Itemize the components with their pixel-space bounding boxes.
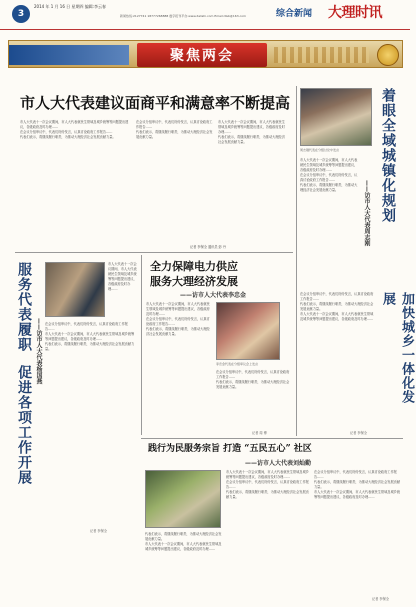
left-article-author: 记者 李保全 — [90, 529, 107, 533]
article-paragraph: 在会议分组审议中，代表们纷纷发言，认真讨论政府工作报告…… — [314, 470, 397, 479]
bottom-article-column-0 — [145, 532, 223, 594]
article-paragraph: 在会议分组审议中，代表们纷纷发言，认真讨论政府工作报告…… — [216, 370, 290, 379]
article-paragraph: 市人大代表十一次会议期间，市人大代表就民生领域及城乡统筹等问题提出建议，各级政府及时办理…… — [145, 542, 222, 551]
article-paragraph: 代表们表示，将继续履行职责，为推动大理经济社会发展贡献力量。 — [216, 380, 290, 389]
mid-article-headline-1: 全力保障电力供应 — [150, 260, 238, 273]
article-paragraph: 代表们表示，将继续履行职责，为推动大理经济社会发展贡献力量。 — [226, 490, 309, 499]
date-line: 2014 年 1 月 16 日 星期四 编辑:李云春 — [34, 4, 107, 9]
mid-article-headline-2: 服务大理经济发展 — [150, 275, 238, 288]
article1-column-3 — [218, 120, 288, 242]
banner-title: 聚焦两会 — [170, 48, 234, 64]
article-paragraph: 代表们表示，将继续履行职责，为推动大理经济社会发展贡献力量。 — [300, 302, 374, 311]
right-article-column — [300, 158, 360, 283]
article1-column-1 — [20, 120, 132, 242]
right-article-subtitle: 加快城乡一体化发展 — [380, 292, 414, 404]
article1-byline: 记者 李保全 通讯员 彭 丹 — [190, 245, 226, 249]
page-number: 3 — [12, 5, 30, 23]
article-paragraph: 市人大代表十一次会议期间，市人大代表就民生领域及城乡统筹等问题提出建议，各级政府及时办理…… — [226, 470, 309, 479]
article-paragraph: 在会议分组审议中，代表们纷纷发言，认真讨论政府工作报告…… — [226, 480, 309, 489]
article1-paragraph: 在会议分组审议中，代表们纷纷发言，认真讨论政府工作报告…… — [136, 120, 213, 129]
article-paragraph: 市人大代表十一次会议期间，市人大代表就民生领域及城乡统筹等问题提出建议，各级政府及时办理…… — [45, 332, 135, 341]
delegate-photo — [216, 302, 280, 360]
article-paragraph: 在会议分组审议中，代表们纷纷发言，认真讨论政府工作报告…… — [146, 317, 210, 326]
contact-line: 新闻热线:2127741 18777268888 数字报刊平台:www.dalishi.com Email:dlsb@163.com — [120, 14, 246, 18]
photo-caption: 李忠金代表在分组审议会上发言 — [216, 362, 259, 366]
bottom-article-source: ——访市人大代表刘灿勤 — [245, 460, 312, 467]
mid-article-column-2 — [216, 370, 292, 428]
newspaper-brand-logo: 大理时讯 — [328, 5, 382, 21]
article-paragraph: 市人大代表十一次会议期间，市人大代表就民生领域及城乡统筹等问题提出建议，各级政府及时办理…… — [108, 262, 137, 291]
mid-article-column-1 — [146, 302, 212, 430]
article1-paragraph: 代表们表示，将继续履行职责，为推动大理经济社会发展贡献力量。 — [218, 135, 285, 144]
column-divider — [141, 255, 142, 435]
section-banner — [8, 40, 403, 68]
right-article-source: ——访市人大代表周志刚 — [363, 180, 370, 246]
article-paragraph: 在会议分组审议中，代表们纷纷发言，认真讨论政府工作报告…… — [300, 173, 358, 182]
banner-pattern — [274, 47, 369, 63]
bottom-article-column-1 — [226, 470, 310, 595]
delegate-photo — [300, 88, 372, 146]
banner-decoration-left — [9, 45, 129, 65]
left-article-body — [45, 322, 137, 527]
article-paragraph: 代表们表示，将继续履行职责，为推动大理经济社会发展贡献力量。 — [146, 327, 210, 336]
article-paragraph: 在会议分组审议中，代表们纷纷发言，认真讨论政府工作报告…… — [45, 322, 128, 331]
right-article-title: 着眼全域城镇化规划 — [380, 88, 396, 223]
delegate-photo — [45, 262, 105, 317]
divider — [141, 438, 403, 439]
bottom-article-headline: 践行为民服务宗旨 打造 “五民五心” 社区 — [148, 444, 312, 454]
left-article-column — [108, 262, 138, 322]
article-paragraph: 市人大代表十一次会议期间，市人大代表就民生领域及城乡统筹等问题提出建议，各级政府及时办理…… — [300, 158, 358, 172]
left-article-subtitle: 促进各项工作开展 — [16, 365, 32, 485]
article1-paragraph: 市人大代表十一次会议期间，市人大代表就民生领域及城乡统筹等问题提出建议，各级政府及时办理…… — [218, 120, 285, 134]
community-photo — [145, 470, 221, 528]
article1-column-2 — [136, 120, 214, 242]
right-article-column-2 — [300, 292, 376, 427]
article-paragraph: 代表们表示，将继续履行职责，为推动大理经济社会发展贡献力量。 — [314, 480, 401, 489]
left-article-source: ——访市人大代表杨国燕 — [35, 318, 42, 384]
article1-paragraph: 在会议分组审议中，代表们纷纷发言，认真讨论政府工作报告…… — [20, 130, 113, 134]
article-paragraph: 代表们表示，将继续履行职责，为推动大理经济社会发展贡献力量。 — [145, 532, 222, 541]
article-paragraph: 市人大代表十一次会议期间，市人大代表就民生领域及城乡统筹等问题提出建议，各级政府及时办理…… — [146, 302, 210, 316]
mid-article-author: 记者 周 博 — [252, 431, 267, 435]
section-name: 综合新闻 — [276, 9, 313, 19]
article-paragraph: 市人大代表十一次会议期间，市人大代表就民生领域及城乡统筹等问题提出建议，各级政府及时办理…… — [300, 312, 374, 321]
mid-article-source: ——访市人大代表李忠金 — [180, 292, 247, 299]
article1-paragraph: 市人大代表十一次会议期间，市人大代表就民生领域及城乡统筹等问题提出建议，各级政府及时办理…… — [20, 120, 129, 129]
article-paragraph: 代表们表示，将继续履行职责，为推动大理经济社会发展贡献力量。 — [45, 342, 135, 351]
article-paragraph: 在会议分组审议中，代表们纷纷发言，认真讨论政府工作报告…… — [300, 292, 374, 301]
article-paragraph: 代表们表示，将继续履行职责，为推动大理经济社会发展贡献力量。 — [300, 183, 358, 192]
article1-paragraph: 代表们表示，将继续履行职责，为推动大理经济社会发展贡献力量。 — [20, 135, 116, 139]
bottom-article-column-2 — [314, 470, 402, 595]
right-article-author: 记者 李保全 — [350, 431, 367, 435]
left-article-title: 服务代表履职 — [16, 262, 32, 352]
bottom-article-author: 记者 李保全 — [372, 597, 389, 601]
photo-caption: 周志刚代表在分组讨论中发言 — [300, 148, 340, 152]
article1-paragraph: 代表们表示，将继续履行职责，为推动大理经济社会发展贡献力量。 — [136, 130, 213, 139]
national-emblem-icon — [377, 44, 399, 66]
article1-headline: 市人大代表建议面商平和满意率不断提高 — [20, 94, 291, 112]
article-paragraph: 市人大代表十一次会议期间，市人大代表就民生领域及城乡统筹等问题提出建议，各级政府及时办理…… — [314, 490, 401, 499]
masthead — [0, 0, 410, 30]
divider — [15, 252, 293, 253]
column-divider — [296, 86, 297, 436]
